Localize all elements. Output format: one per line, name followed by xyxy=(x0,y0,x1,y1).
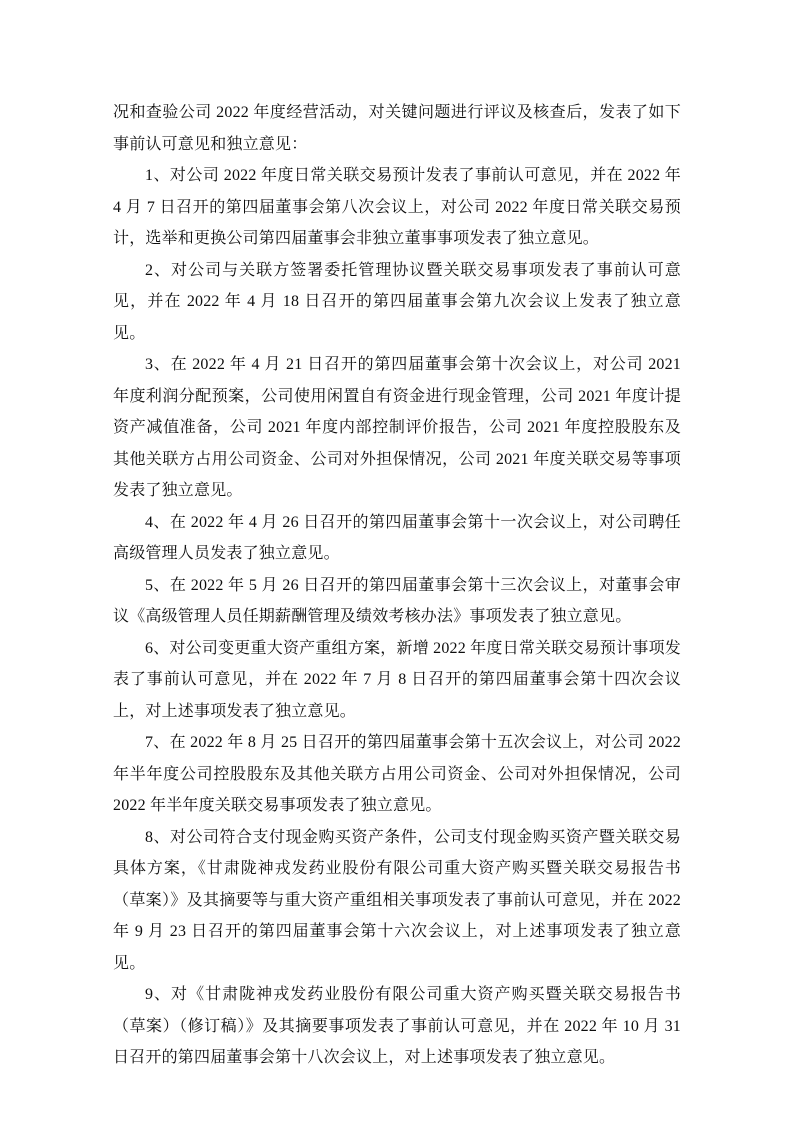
paragraph-continuation: 况和查验公司 2022 年度经营活动，对关键问题进行评议及核查后，发表了如下事前认可意见和独立意见： xyxy=(113,104,681,153)
paragraph-item-3: 3、在 2022 年 4 月 21 日召开的第四届董事会第十次会议上，对公司 2021 年度利润分配预案，公司使用闲置自有资金进行现金管理，公司 2021 年度计提资产减值准备，公司 2021 年度内部控制评价报告，公司 2021 年度控股股东及其他关联方占用公司资金、公司对外担保情况，公司 2021 年度关联交易等事项发表了独立意见。 xyxy=(113,356,681,499)
paragraph-item-4: 4、在 2022 年 4 月 26 日召开的第四届董事会第十一次会议上，对公司聘任高级管理人员发表了独立意见。 xyxy=(113,513,681,562)
paragraph-item-5: 5、在 2022 年 5 月 26 日召开的第四届董事会第十三次会议上，对董事会审议《高级管理人员任期薪酬管理及绩效考核办法》事项发表了独立意见。 xyxy=(113,576,681,625)
paragraph-item-2: 2、对公司与关联方签署委托管理协议暨关联交易事项发表了事前认可意见，并在 2022 年 4 月 18 日召开的第四届董事会第九次会议上发表了独立意见。 xyxy=(113,261,681,342)
paragraph-item-1: 1、对公司 2022 年度日常关联交易预计发表了事前认可意见，并在 2022 年 4 月 7 日召开的第四届董事会第八次会议上，对公司 2022 年度日常关联交易预计，选举和更换公司第四届董事会非独立董事事项发表了独立意见。 xyxy=(113,167,681,247)
document-body xyxy=(113,97,681,1074)
paragraph-item-6: 6、对公司变更重大资产重组方案，新增 2022 年度日常关联交易预计事项发表了事前认可意见，并在 2022 年 7 月 8 日召开的第四届董事会第十四次会议上，对上述事项发表了独立意见。 xyxy=(113,639,681,720)
paragraph-item-7: 7、在 2022 年 8 月 25 日召开的第四届董事会第十五次会议上，对公司 2022 年半年度公司控股股东及其他关联方占用公司资金、公司对外担保情况，公司 2022 年半年度关联交易事项发表了独立意见。 xyxy=(113,734,681,814)
paragraph-item-8: 8、对公司符合支付现金购买资产条件，公司支付现金购买资产暨关联交易具体方案，《甘肃陇神戎发药业股份有限公司重大资产购买暨关联交易报告书（草案）》及其摘要等与重大资产重组相关事项发表了事前认可意见，并在 2022 年 9 月 23 日召开的第四届董事会第十六次会议上，对上述事项发表了独立意见。 xyxy=(113,828,681,972)
paragraph-item-9: 9、对《甘肃陇神戎发药业股份有限公司重大资产购买暨关联交易报告书（草案）（修订稿）》及其摘要事项发表了事前认可意见，并在 2022 年 10 月 31 日召开的第四届董事会第十八次会议上，对上述事项发表了独立意见。 xyxy=(113,986,681,1066)
